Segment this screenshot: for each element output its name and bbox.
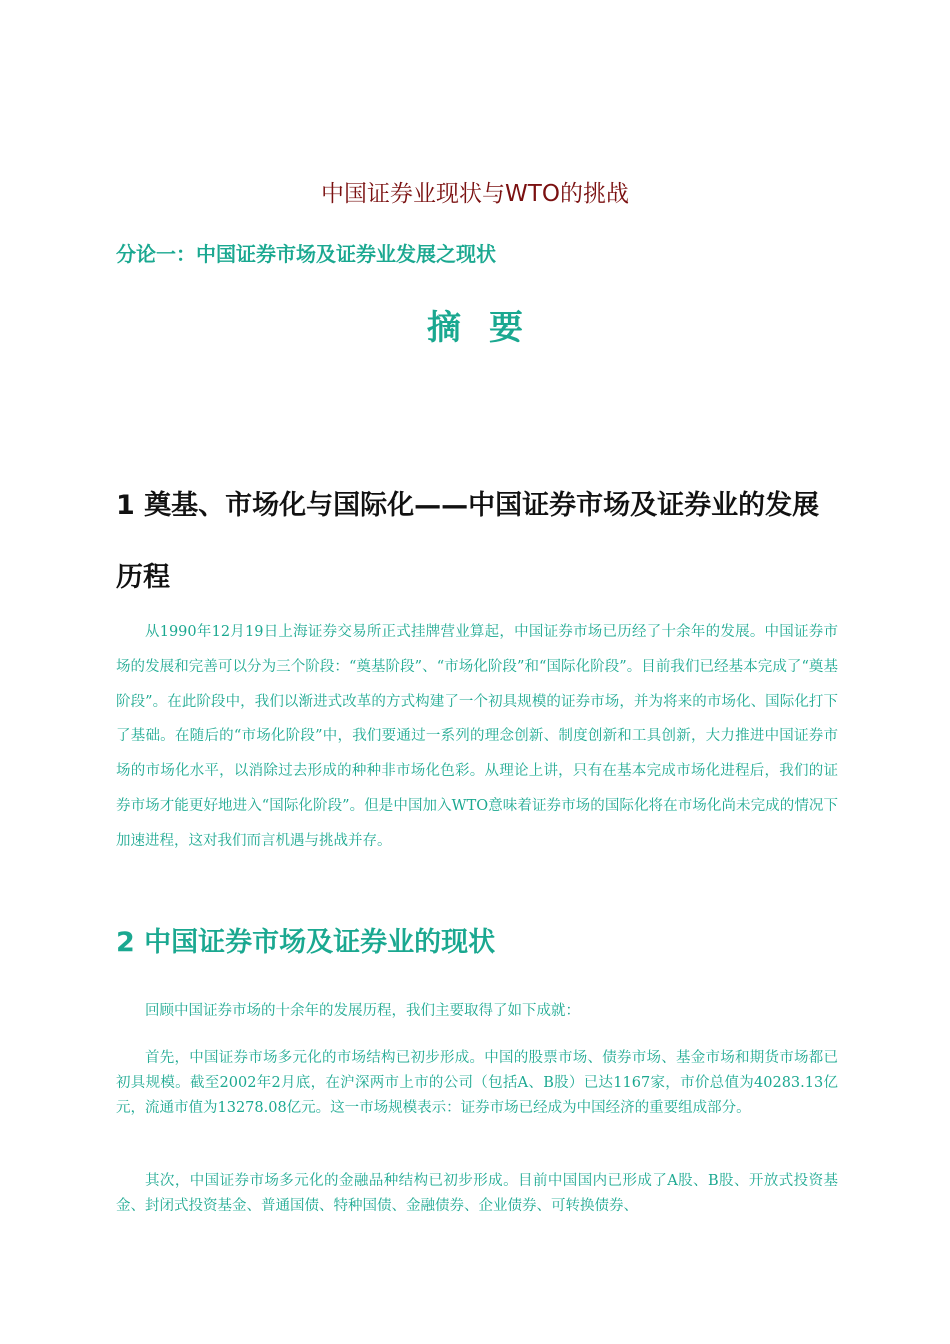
document-subtitle: 分论一：中国证券市场及证券业发展之现状: [116, 242, 496, 266]
section-1-paragraph: 从1990年12月19日上海证券交易所正式挂牌营业算起，中国证券市场已历经了十余年的发展。中国证券市场的发展和完善可以分为三个阶段：“奠基阶段”、“市场化阶段”和“国际化阶段”。目前我们已经基本完成了“奠基阶段”。在此阶段中，我们以渐进式改革的方式构建了一个初具规模的证券市场，并为将来的市场化、国际化打下了基础。在随后的“市场化阶段”中，我们要通过一系列的理念创新、制度创新和工具创新，大力推进中国证券市场的市场化水平，以消除过去形成的种种非市场化色彩。从理论上讲，只有在基本完成市场化进程后，我们的证券市场才能更好地进入“国际化阶段”。但是中国加入WTO意味着证券市场的国际化将在市场化尚未完成的情况下加速进程，这对我们而言机遇与挑战并存。: [116, 624, 838, 849]
abstract-heading: 摘要: [427, 308, 551, 348]
section-2-paragraph-first: 首先，中国证券市场多元化的市场结构已初步形成。中国的股票市场、债券市场、基金市场和期货市场都已初具规模。截至2002年2月底，在沪深两市上市的公司（包括A、B股）已达1167家，市价总值为40283.13亿元，流通市值为13278.08亿元。这一市场规模表示：证券市场已经成为中国经济的重要组成部分。: [116, 1050, 838, 1116]
section-2-intro: 回顾中国证券市场的十余年的发展历程，我们主要取得了如下成就：: [145, 1003, 580, 1019]
section-2-paragraph-second: 其次，中国证券市场多元化的金融品种结构已初步形成。目前中国国内已形成了A股、B股、开放式投资基金、封闭式投资基金、普通国债、特种国债、金融债券、企业债券、可转换债券、: [116, 1173, 838, 1214]
section-1-heading: 1 奠基、市场化与国际化——中国证券市场及证券业的发展历程: [116, 490, 820, 593]
section-2-heading: 2 中国证券市场及证券业的现状: [116, 927, 496, 958]
document-title: 中国证券业现状与WTO的挑战: [321, 181, 629, 207]
